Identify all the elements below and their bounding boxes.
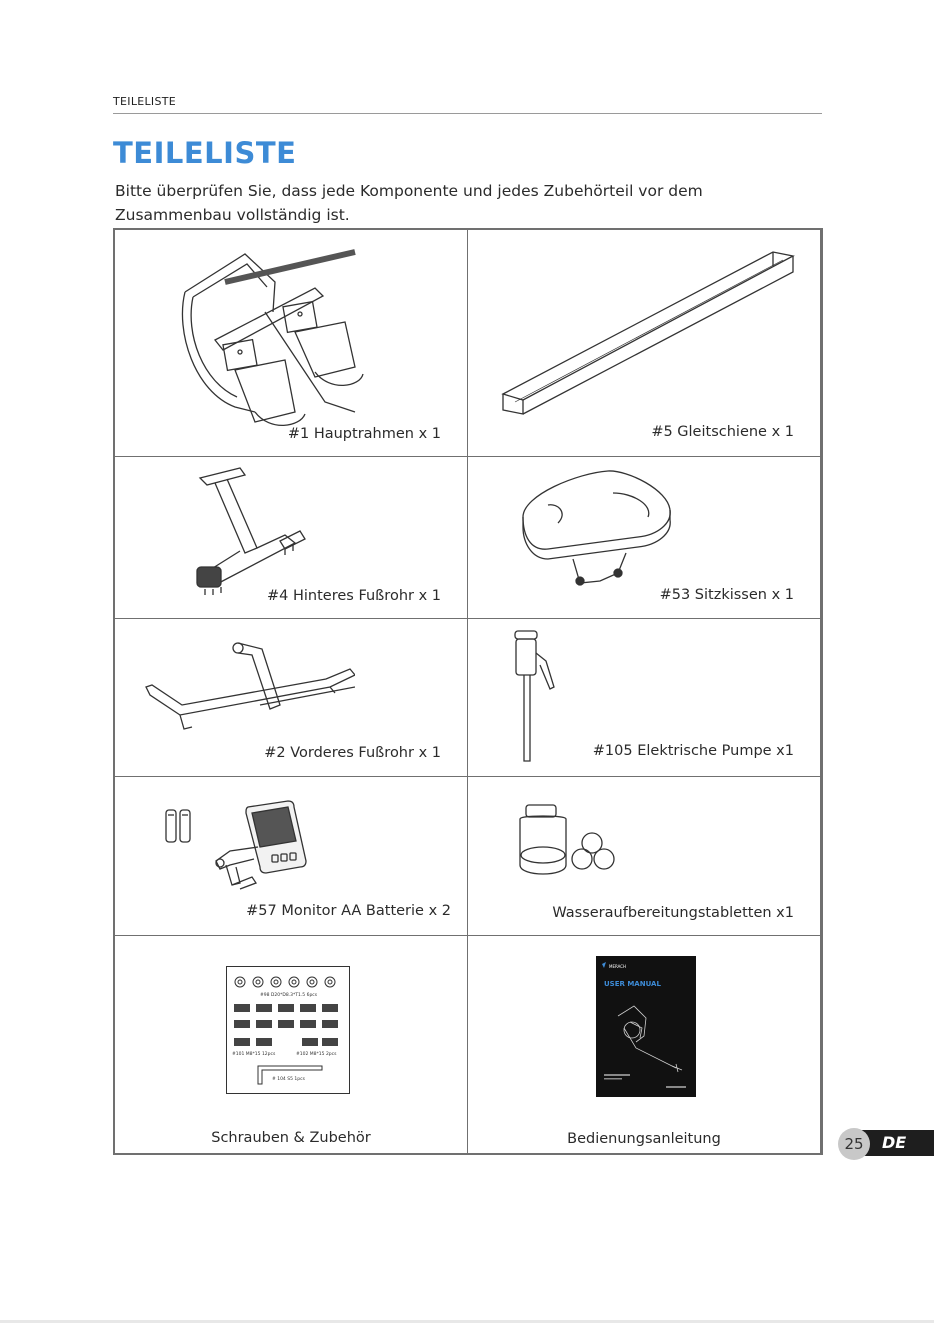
hardware-label-washers: #98 D20*D8.3*T1.5 6pcs bbox=[260, 993, 318, 998]
part-cell bbox=[468, 936, 820, 1153]
header-label: TEILELISTE bbox=[113, 95, 177, 108]
page-number: 25 bbox=[838, 1128, 870, 1160]
page-tab bbox=[838, 1128, 934, 1158]
manual-brand: MERACH bbox=[609, 964, 627, 969]
intro-text: Bitte überprüfen Sie, dass jede Komponente und jedes Zubehörteil vor dem Zusammenbau vollständig ist. bbox=[115, 182, 703, 224]
header-rule bbox=[113, 113, 822, 114]
part-caption: Schrauben & Zubehör bbox=[211, 1130, 371, 1146]
part-cell bbox=[115, 777, 468, 936]
slide-rail-icon bbox=[493, 242, 808, 417]
part-caption: #57 Monitor AA Batterie x 2 bbox=[246, 903, 451, 919]
aa-battery-icon bbox=[163, 807, 195, 845]
part-cell bbox=[468, 230, 820, 457]
part-cell bbox=[115, 230, 468, 457]
electric-pump-icon bbox=[510, 629, 560, 764]
page-title: TEILELISTE bbox=[113, 136, 297, 170]
part-caption: #2 Vorderes Fußrohr x 1 bbox=[264, 745, 441, 761]
parts-table bbox=[113, 228, 823, 1155]
user-manual-icon bbox=[596, 956, 696, 1097]
part-cell bbox=[115, 457, 468, 619]
water-tablets-icon bbox=[516, 803, 626, 883]
part-caption: #53 Sitzkissen x 1 bbox=[659, 587, 794, 603]
hardware-label-bolts-a: #101 M8*15 12pcs bbox=[232, 1052, 276, 1057]
hardware-label-bolts-b: #102 M8*15 2pcs bbox=[296, 1052, 337, 1057]
part-caption: Bedienungsanleitung bbox=[567, 1131, 721, 1147]
language-label: DE bbox=[882, 1133, 907, 1152]
manual-title: USER MANUAL bbox=[604, 980, 661, 988]
part-cell bbox=[468, 619, 820, 777]
rear-foot-tube-icon bbox=[185, 463, 335, 598]
hardware-card-icon bbox=[226, 966, 350, 1094]
part-caption: #105 Elektrische Pumpe x1 bbox=[592, 743, 794, 759]
part-cell bbox=[468, 457, 820, 619]
part-cell bbox=[115, 936, 468, 1153]
main-frame-icon bbox=[155, 242, 425, 437]
part-caption: Wasseraufbereitungstabletten x1 bbox=[552, 905, 794, 921]
monitor-icon bbox=[210, 799, 315, 894]
part-caption: #4 Hinteres Fußrohr x 1 bbox=[267, 588, 441, 604]
part-caption: #5 Gleitschiene x 1 bbox=[651, 424, 794, 440]
part-cell bbox=[468, 777, 820, 936]
part-caption: #1 Hauptrahmen x 1 bbox=[287, 426, 441, 442]
hardware-label-wrench: # 104 S5 1pcs bbox=[272, 1077, 305, 1082]
seat-cushion-icon bbox=[518, 465, 678, 597]
part-cell bbox=[115, 619, 468, 777]
front-foot-tube-icon bbox=[140, 635, 355, 733]
